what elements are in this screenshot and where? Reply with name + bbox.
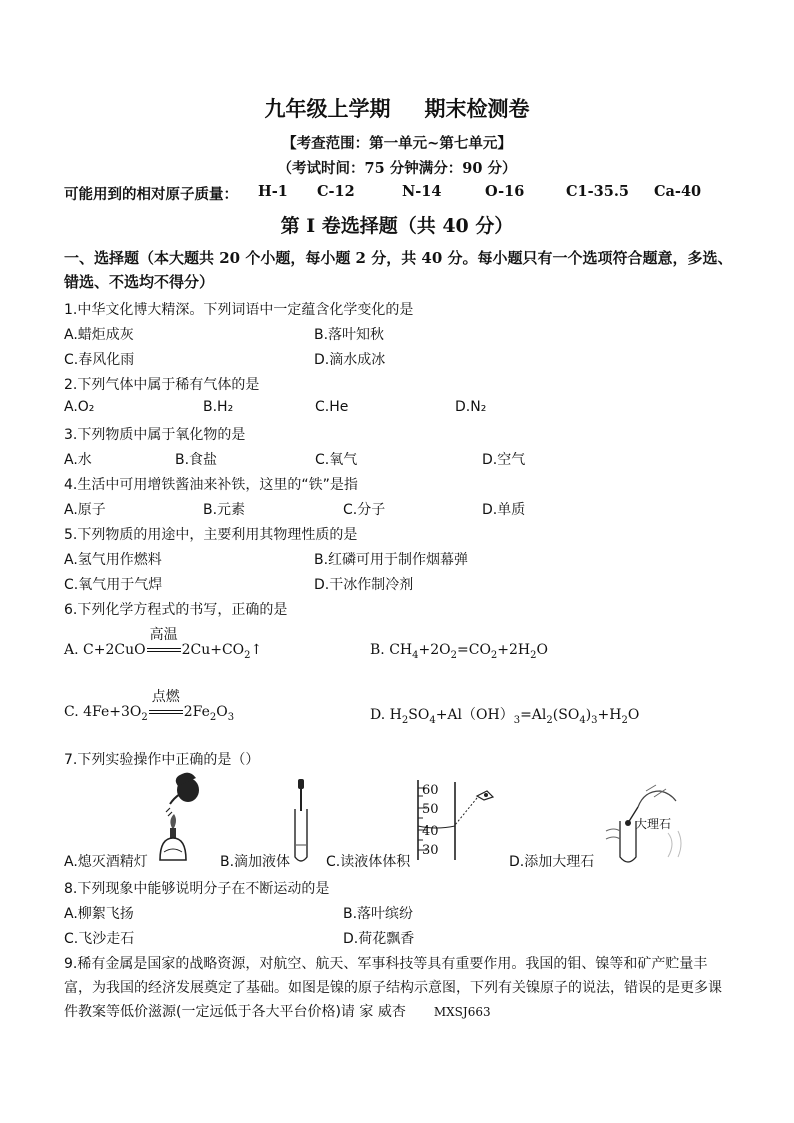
question-5-option-c[interactable]: C.氧气用于气焊	[64, 577, 163, 593]
question-6-option-a[interactable]	[64, 627, 263, 661]
question-1-stem: 1.中华文化博大精深。下列词语中一定蕴含化学变化的是	[64, 302, 414, 318]
question-8-stem: 8.下列现象中能够说明分子在不断运动的是	[64, 881, 330, 897]
scale-tick-50: 50	[422, 802, 439, 817]
option-c-reactants: 4Fe+3O	[83, 704, 142, 720]
condition-high-temp: 高温	[149, 627, 178, 643]
atom-mass-o: O-16	[485, 183, 525, 200]
question-4-option-a[interactable]: A.原子	[64, 502, 106, 518]
question-3-stem: 3.下列物质中属于氧化物的是	[64, 427, 246, 443]
exam-scope: 【考查范围：第一单元~第七单元】	[282, 135, 512, 152]
question-6-option-b[interactable]: B. $CH_4+2O_2=CO_2+2H_2O$	[370, 642, 549, 661]
question-4-option-d[interactable]: D.单质	[482, 502, 526, 518]
question-5-option-a[interactable]: A.氢气用作燃料	[64, 552, 162, 568]
question-4-stem: 4.生活中可用增铁酱油来补铁，这里的“铁”是指	[64, 477, 358, 493]
question-7-stem: 7.下列实验操作中正确的是（）	[64, 752, 260, 768]
question-5-option-b[interactable]: B.红磷可用于制作烟幕弹	[314, 552, 469, 568]
question-3-option-c[interactable]: C.氧气	[315, 452, 358, 468]
question-3-option-a[interactable]: A.水	[64, 452, 92, 468]
question-3-option-d[interactable]: D.空气	[482, 452, 526, 468]
question-7-option-b[interactable]: B.滴加液体	[220, 854, 291, 870]
section-instructions: 一、选择题（本大题共 20 个小题，每小题 2 分，共 40 分。每小题只有一个选项符合题意，多选、错选、不选均不得分）	[64, 249, 733, 291]
question-6-option-d[interactable]: D. $H_2SO_4+Al(OH)_3=Al_2(SO_4)_3+H_2O$	[370, 707, 640, 726]
marble-label: 大理石	[635, 817, 672, 831]
page-title	[0, 93, 794, 123]
dropper-tube-figure	[290, 779, 312, 865]
question-9-stem	[64, 952, 734, 1024]
question-7-option-a[interactable]: A.熄灭酒精灯	[64, 854, 148, 870]
atom-mass-c: C-12	[317, 183, 355, 200]
question-8-option-c[interactable]: C.飞沙走石	[64, 931, 135, 947]
question-2-option-d[interactable]: D.N₂	[455, 399, 487, 415]
title-right: 期末检测卷	[424, 96, 530, 121]
question-7-option-c[interactable]: C.读液体体积	[326, 854, 411, 870]
option-a-label: A.	[64, 642, 79, 658]
question-9-text: 9.稀有金属是国家的战略资源，对航空、航天、军事科技等具有重要作用。我国的钼、镍等和矿产贮量丰富，为我国的经济发展奠定了基础。如图是镍的原子结构示意图，下列有关镍原子的说法，错误的是更多课件教案等低价滋源(一定远低于各大平台价格)请 家 威杏	[64, 956, 722, 1020]
scale-tick-40: 40	[422, 824, 439, 839]
option-d-label: D.	[370, 707, 386, 723]
question-6-stem: 6.下列化学方程式的书写，正确的是	[64, 602, 288, 618]
question-2-stem: 2.下列气体中属于稀有气体的是	[64, 377, 260, 393]
question-1-option-d[interactable]: D.滴水成冰	[314, 352, 386, 368]
section-title: 第 I 卷选择题（共 40 分）	[280, 215, 514, 237]
option-a-sub: 2	[244, 649, 251, 661]
question-8-option-b[interactable]: B.落叶缤纷	[343, 906, 414, 922]
option-c-products: 2Fe	[183, 704, 210, 720]
question-4-option-c[interactable]: C.分子	[343, 502, 386, 518]
option-b-label: B.	[370, 642, 385, 658]
question-5-option-d[interactable]: D.干冰作制冷剂	[314, 577, 414, 593]
question-8-option-a[interactable]: A.柳絮飞扬	[64, 906, 134, 922]
question-6-option-c[interactable]: C. $4Fe+3O_2$ 点燃 $2Fe_2O_3$	[64, 704, 234, 723]
atoms-label: 可能用到的相对原子质量：	[64, 186, 238, 203]
reaction-condition-arrow	[149, 689, 183, 720]
question-2-option-a[interactable]: A.O₂	[64, 399, 95, 415]
question-8-option-d[interactable]: D.荷花飘香	[343, 931, 415, 947]
question-5-stem: 5.下列物质的用途中，主要利用其物理性质的是	[64, 527, 358, 543]
question-4-option-b[interactable]: B.元素	[203, 502, 246, 518]
question-2-option-b[interactable]: B.H₂	[203, 399, 234, 415]
scale-tick-30: 30	[422, 843, 439, 858]
question-7-option-d[interactable]: D.添加大理石	[509, 854, 595, 870]
extinguish-lamp-figure	[150, 772, 205, 864]
option-a-products: 2Cu+CO	[181, 642, 245, 658]
question-2-option-c[interactable]: C.He	[315, 399, 349, 415]
title-left: 九年级上学期	[264, 96, 391, 121]
exam-time: （考试时间：75 分钟满分：90 分）	[277, 160, 517, 177]
atom-mass-n: N-14	[402, 183, 442, 200]
atom-mass-h: H-1	[258, 183, 288, 200]
option-a-reactants: C+2CuO	[83, 642, 146, 658]
question-1-option-c[interactable]: C.春风化雨	[64, 352, 135, 368]
question-1-option-b[interactable]: B.落叶知秋	[314, 327, 385, 343]
atom-mass-ca: Ca-40	[654, 183, 702, 200]
reaction-condition-arrow	[147, 627, 181, 658]
condition-ignite: 点燃	[151, 689, 180, 705]
option-c-label: C.	[64, 704, 79, 720]
question-1-option-a[interactable]: A.蜡炬成灰	[64, 327, 134, 343]
question-3-option-b[interactable]: B.食盐	[175, 452, 218, 468]
gas-arrow-icon: ↑	[250, 642, 263, 658]
scale-tick-60: 60	[422, 783, 439, 798]
atom-mass-cl: C1-35.5	[566, 183, 629, 200]
question-9-code: MXSJ663	[433, 1005, 491, 1019]
